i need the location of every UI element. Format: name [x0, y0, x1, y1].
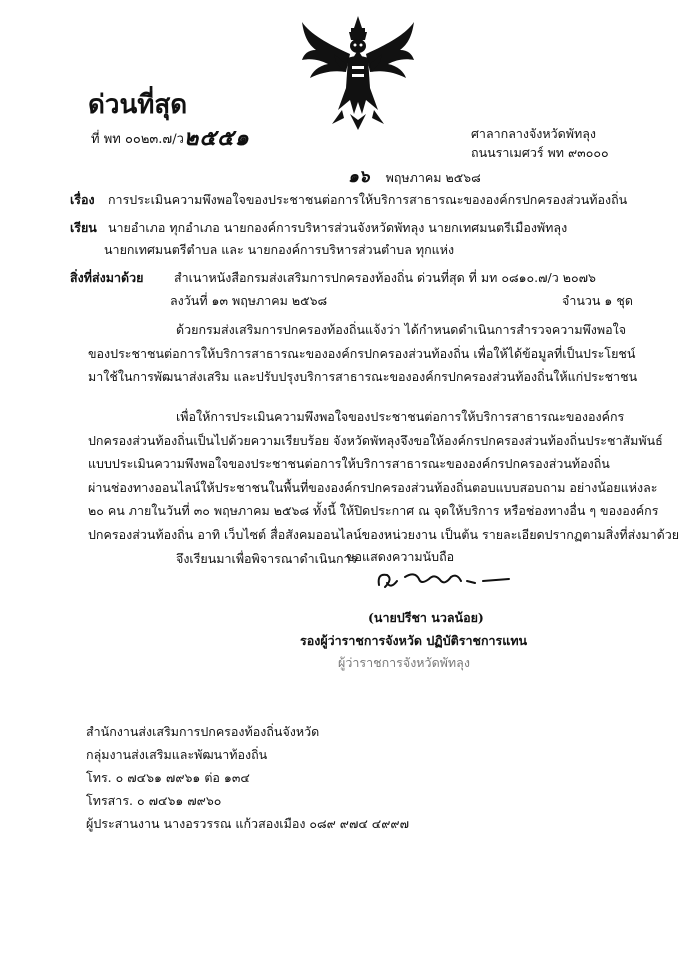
body-paragraph-1 [88, 318, 648, 389]
enclosure-line-2: ลงวันที่ ๑๓ พฤษภาคม ๒๕๖๘ [170, 293, 328, 308]
enclosure-label: สิ่งที่ส่งมาด้วย [70, 270, 144, 285]
paragraph-line: ผ่านช่องทางออนไลน์ให้ประชาชนในพื้นที่ขององค์กรปกครองส่วนท้องถิ่นตอบแบบสอบถาม อย่างน้อยแห่งละ [88, 479, 658, 495]
recipient-line-1: นายอำเภอ ทุกอำเภอ นายกองค์การบริหารส่วนจังหวัดพัทลุง นายกเทศมนตรีเมืองพัทลุง [107, 220, 568, 235]
enclosure-line-1: สำเนาหนังสือกรมส่งเสริมการปกครองท้องถิ่น ด่วนที่สุด ที่ มท ๐๘๑๐.๗/ว ๒๐๗๖ [173, 270, 596, 285]
signer-position-2: ผู้ว่าราชการจังหวัดพัทลุง [338, 655, 470, 670]
paragraph-line: มาใช้ในการพัฒนาส่งเสริม และปรับปรุงบริการสาธารณะขององค์กรปกครองส่วนท้องถิ่นให้แก่ประชาชน [88, 369, 638, 384]
signer-name: (นายปรีชา นวลน้อย) [368, 610, 484, 625]
garuda-emblem-icon [298, 14, 418, 132]
document-number-handwritten: ๒๕๕๑ [183, 125, 250, 151]
footer-fax: โทรสาร. ๐ ๗๔๖๑ ๗๙๖๐ [86, 793, 222, 808]
paragraph-line: แบบประเมินความพึงพอใจของประชาชนต่อการให้บริการสาธารณะขององค์กรปกครองส่วนท้องถิ่น [88, 456, 610, 471]
subject-label: เรื่อง [70, 192, 95, 207]
urgency-heading: ด่วนที่สุด [88, 90, 188, 120]
document-number-prefix: ที่ พท ๐๐๒๓.๗/ว [91, 132, 184, 147]
issuing-office [471, 124, 609, 162]
paragraph-line: ปกครองส่วนท้องถิ่นเป็นไปด้วยความเรียบร้อย จังหวัดพัทลุงจึงขอให้องค์กรปกครองส่วนท้องถิ่นประชาสัมพันธ์ [88, 432, 663, 448]
document-number [91, 120, 250, 155]
document-date [348, 163, 481, 190]
footer-office: สำนักงานส่งเสริมการปกครองท้องถิ่นจังหวัด [86, 724, 320, 739]
paragraph-line: ด้วยกรมส่งเสริมการปกครองท้องถิ่นแจ้งว่า ได้กำหนดดำเนินการสำรวจความพึงพอใจ [176, 322, 627, 337]
closing-sentence: จึงเรียนมาเพื่อพิจารณาดำเนินการ [176, 551, 358, 566]
paragraph-line: ๒๐ คน ภายในวันที่ ๓๐ พฤษภาคม ๒๕๖๘ ทั้งนี้ ให้ปิดประกาศ ณ จุดให้บริการ หรือช่องทางอื่น ๆ ขององค์กร [88, 503, 659, 518]
signer-position-1: รองผู้ว่าราชการจังหวัด ปฏิบัติราชการแทน [300, 633, 528, 648]
date-month-year: พฤษภาคม ๒๕๖๘ [385, 170, 481, 185]
footer-phone: โทร. ๐ ๗๔๖๑ ๗๙๖๑ ต่อ ๑๓๔ [86, 770, 250, 785]
paragraph-line: เพื่อให้การประเมินความพึงพอใจของประชาชนต่อการให้บริการสาธารณะขององค์กร [176, 409, 625, 424]
handwritten-signature-icon [375, 565, 515, 595]
paragraph-line: ของประชาชนต่อการให้บริการสาธารณะขององค์กรปกครองส่วนท้องถิ่น เพื่อให้ได้ข้อมูลที่เป็นประโยชน์ [88, 345, 636, 361]
body-paragraph-2 [88, 405, 680, 546]
office-address: ถนนราเมศวร์ พท ๙๓๐๐๐ [471, 145, 609, 160]
footer-coordinator: ผู้ประสานงาน นางอรวรรณ แก้วสองเมือง ๐๘๙ ๙๗๔ ๔๙๙๗ [86, 816, 409, 831]
recipient-line-2: นายกเทศมนตรีตำบล และ นายกองค์การบริหารส่วนตำบล ทุกแห่ง [104, 242, 455, 257]
subject-text: การประเมินความพึงพอใจของประชาชนต่อการให้บริการสาธารณะขององค์กรปกครองส่วนท้องถิ่น [107, 192, 628, 207]
office-name: ศาลากลางจังหวัดพัทลุง [471, 126, 597, 141]
subject-row [70, 190, 627, 210]
date-day: ๑๖ [348, 167, 370, 187]
contact-footer [86, 720, 409, 835]
paragraph-line: ปกครองส่วนท้องถิ่น อาทิ เว็บไซต์ สื่อสังคมออนไลน์ของหน่วยงาน เป็นต้น รายละเอียดปรากฏตามสิ่งที่ส่งมาด้วย [88, 526, 680, 542]
recipient-label: เรียน [70, 220, 97, 235]
regards-text: ขอแสดงความนับถือ [346, 549, 455, 564]
enclosure-quantity: จำนวน ๑ ชุด [562, 293, 633, 308]
recipient-row [70, 218, 567, 238]
enclosure-row [70, 268, 596, 288]
footer-division: กลุ่มงานส่งเสริมและพัฒนาท้องถิ่น [86, 747, 268, 762]
